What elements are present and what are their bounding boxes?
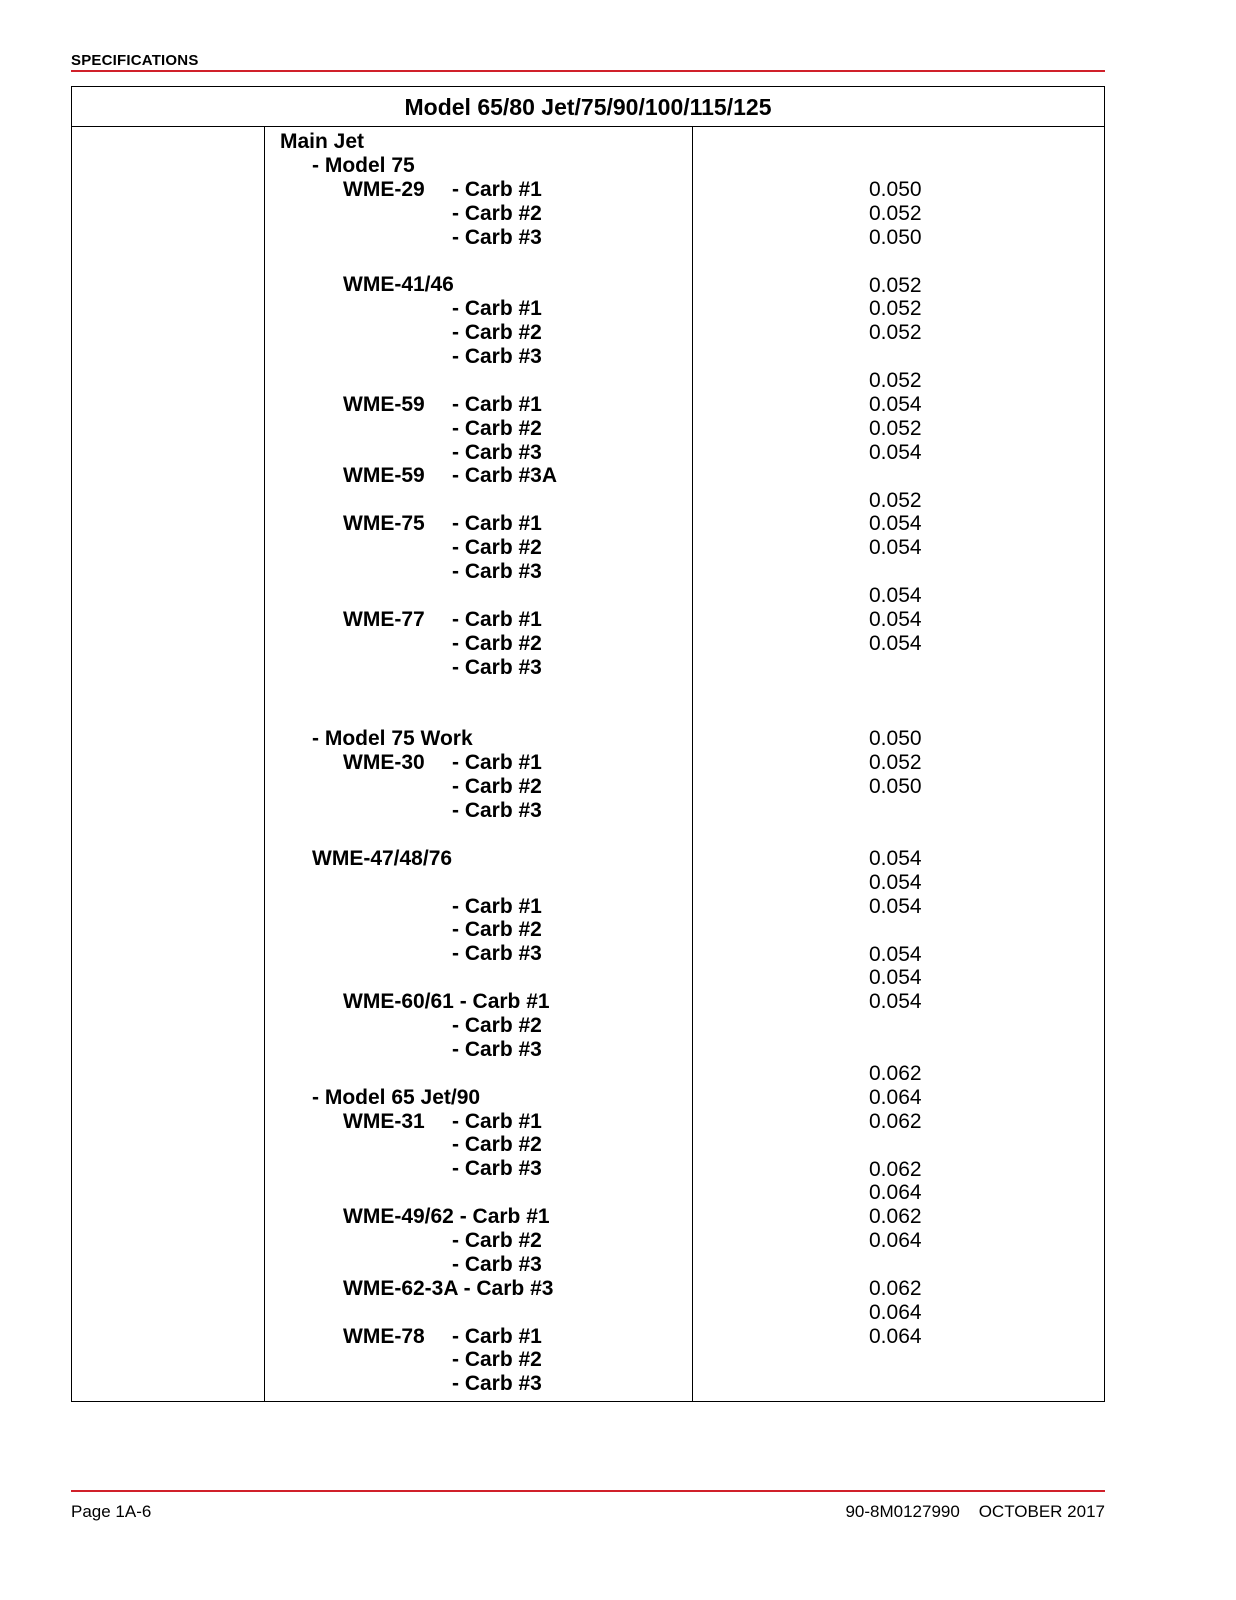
section-header: SPECIFICATIONS bbox=[71, 52, 199, 69]
spec-label-row bbox=[280, 1348, 700, 1372]
spec-label-row bbox=[280, 847, 700, 871]
spec-label-carb: - Carb #2 bbox=[452, 1133, 542, 1157]
spec-value bbox=[869, 1134, 989, 1158]
spec-label-model: WME-78 bbox=[343, 1324, 425, 1348]
spec-label-carb: - Carb #3 bbox=[452, 1252, 542, 1276]
spec-value: 0.052 bbox=[869, 416, 922, 440]
spec-labels-column bbox=[280, 130, 700, 1396]
spec-label-row bbox=[280, 464, 700, 488]
spec-value bbox=[869, 704, 989, 728]
spec-label-row bbox=[280, 942, 700, 966]
spec-label-row bbox=[280, 560, 700, 584]
spec-value: 0.054 bbox=[869, 990, 922, 1014]
spec-value: 0.052 bbox=[869, 751, 922, 775]
spec-label-row bbox=[280, 823, 700, 847]
spec-value bbox=[869, 465, 989, 489]
spec-label-model: WME-41/46 bbox=[343, 273, 454, 297]
spec-values-column bbox=[869, 178, 989, 1349]
spec-label-carb: - Carb #2 bbox=[452, 201, 542, 225]
spec-label-row bbox=[280, 751, 700, 775]
spec-label-row bbox=[280, 345, 700, 369]
spec-label-row bbox=[280, 1229, 700, 1253]
spec-value: 0.052 bbox=[869, 273, 922, 297]
spec-label-row bbox=[280, 1110, 700, 1134]
spec-label-row bbox=[280, 226, 700, 250]
spec-value: 0.064 bbox=[869, 1324, 922, 1348]
spec-label-row bbox=[280, 990, 700, 1014]
spec-label-row bbox=[280, 1038, 700, 1062]
spec-label-carb: - Carb #3 bbox=[452, 560, 542, 584]
spec-value bbox=[869, 1038, 989, 1062]
spec-label-model: WME-47/48/76 bbox=[312, 846, 453, 870]
spec-label-row bbox=[280, 441, 700, 465]
spec-label-row bbox=[280, 966, 700, 990]
spec-label-carb: - Carb #3 bbox=[452, 655, 542, 679]
spec-label-model: WME-62-3A - Carb #3 bbox=[343, 1276, 554, 1300]
spec-label-carb: - Carb #1 bbox=[452, 177, 542, 201]
spec-label-row bbox=[280, 1253, 700, 1277]
spec-label-carb: - Carb #3 bbox=[452, 1157, 542, 1181]
spec-label-carb: - Carb #1 bbox=[452, 607, 542, 631]
spec-label-carb: - Carb #1 bbox=[452, 392, 542, 416]
spec-label-carb: - Carb #1 bbox=[452, 1324, 542, 1348]
spec-value bbox=[869, 680, 989, 704]
spec-value: 0.052 bbox=[869, 321, 922, 345]
spec-label-carb: - Carb #3 bbox=[452, 440, 542, 464]
spec-label-model: WME-59 bbox=[343, 464, 425, 488]
spec-value: 0.054 bbox=[869, 870, 922, 894]
spec-value bbox=[869, 919, 989, 943]
spec-label-carb: - Carb #1 bbox=[452, 751, 542, 775]
spec-value: 0.052 bbox=[869, 201, 922, 225]
spec-value bbox=[869, 250, 989, 274]
spec-value: 0.054 bbox=[869, 966, 922, 990]
spec-value bbox=[869, 823, 989, 847]
spec-label-carb: - Carb #1 bbox=[452, 512, 542, 536]
spec-label-carb: - Carb #2 bbox=[452, 1013, 542, 1037]
spec-label-model: - Model 65 Jet/90 bbox=[312, 1085, 481, 1109]
spec-label-model: WME-75 bbox=[343, 512, 425, 536]
spec-label-model: Main Jet bbox=[280, 130, 365, 153]
spec-label-carb: - Carb #2 bbox=[452, 1228, 542, 1252]
spec-value: 0.054 bbox=[869, 512, 922, 536]
spec-label-model: WME-77 bbox=[343, 607, 425, 631]
spec-label-row bbox=[280, 703, 700, 727]
spec-value: 0.050 bbox=[869, 775, 922, 799]
spec-label-row bbox=[280, 679, 700, 703]
spec-value: 0.054 bbox=[869, 393, 922, 417]
spec-value: 0.052 bbox=[869, 297, 922, 321]
spec-value: 0.054 bbox=[869, 631, 922, 655]
spec-label-row bbox=[280, 632, 700, 656]
spec-label-row bbox=[280, 1133, 700, 1157]
spec-value bbox=[869, 560, 989, 584]
spec-label-row bbox=[280, 1181, 700, 1205]
table-title: Model 65/80 Jet/75/90/100/115/125 bbox=[72, 87, 1104, 127]
spec-value: 0.062 bbox=[869, 1109, 922, 1133]
spec-value: 0.054 bbox=[869, 846, 922, 870]
spec-label-row bbox=[280, 1157, 700, 1181]
column-divider-left bbox=[264, 127, 265, 1401]
spec-value bbox=[869, 656, 989, 680]
spec-value: 0.062 bbox=[869, 1276, 922, 1300]
spec-label-row bbox=[280, 202, 700, 226]
spec-label-carb: - Carb #2 bbox=[452, 918, 542, 942]
spec-value: 0.054 bbox=[869, 894, 922, 918]
spec-value bbox=[869, 799, 989, 823]
spec-label-carb: - Carb #3 bbox=[452, 1037, 542, 1061]
spec-value bbox=[869, 1014, 989, 1038]
spec-label-carb: - Carb #2 bbox=[452, 416, 542, 440]
spec-label-row bbox=[280, 1372, 700, 1396]
spec-label-row bbox=[280, 536, 700, 560]
spec-label-carb: - Carb #2 bbox=[452, 775, 542, 799]
spec-label-carb: - Carb #3 bbox=[452, 942, 542, 966]
spec-label-carb: - Carb #3 bbox=[452, 798, 542, 822]
spec-label-row bbox=[280, 273, 700, 297]
spec-label-carb: - Carb #2 bbox=[452, 631, 542, 655]
spec-label-row bbox=[280, 1277, 700, 1301]
spec-value: 0.062 bbox=[869, 1061, 922, 1085]
spec-label-carb: - Carb #1 bbox=[452, 1109, 542, 1133]
spec-value: 0.054 bbox=[869, 584, 922, 608]
spec-label-row bbox=[280, 1014, 700, 1038]
spec-label-model: WME-30 bbox=[343, 751, 425, 775]
spec-value: 0.050 bbox=[869, 225, 922, 249]
spec-value: 0.064 bbox=[869, 1300, 922, 1324]
spec-label-model: - Model 75 bbox=[312, 153, 415, 177]
spec-value: 0.064 bbox=[869, 1229, 922, 1253]
spec-label-row bbox=[280, 488, 700, 512]
spec-value: 0.054 bbox=[869, 942, 922, 966]
spec-label-carb: - Carb #2 bbox=[452, 321, 542, 345]
spec-label-model: - Model 75 Work bbox=[312, 727, 473, 751]
spec-value bbox=[869, 1253, 989, 1277]
document-id: 90-8M0127990 OCTOBER 2017 bbox=[845, 1502, 1105, 1521]
spec-label-row bbox=[280, 369, 700, 393]
spec-label-model: WME-49/62 - Carb #1 bbox=[343, 1205, 550, 1229]
spec-value: 0.054 bbox=[869, 608, 922, 632]
spec-value: 0.054 bbox=[869, 440, 922, 464]
spec-value: 0.064 bbox=[869, 1085, 922, 1109]
spec-label-row bbox=[280, 1301, 700, 1325]
spec-value bbox=[869, 345, 989, 369]
spec-label-model: WME-59 bbox=[343, 392, 425, 416]
spec-label-row bbox=[280, 130, 700, 154]
spec-label-row bbox=[280, 417, 700, 441]
spec-label-row bbox=[280, 656, 700, 680]
spec-label-row bbox=[280, 1325, 700, 1349]
spec-label-carb: - Carb #2 bbox=[452, 1348, 542, 1372]
spec-label-row bbox=[280, 775, 700, 799]
spec-label-row bbox=[280, 871, 700, 895]
spec-label-carb: - Carb #3 bbox=[452, 225, 542, 249]
spec-label-row bbox=[280, 321, 700, 345]
spec-label-row bbox=[280, 249, 700, 273]
spec-value: 0.062 bbox=[869, 1205, 922, 1229]
spec-value: 0.052 bbox=[869, 369, 922, 393]
spec-value: 0.052 bbox=[869, 488, 922, 512]
spec-value: 0.062 bbox=[869, 1157, 922, 1181]
spec-value: 0.050 bbox=[869, 727, 922, 751]
spec-label-row bbox=[280, 1062, 700, 1086]
spec-label-carb: - Carb #3A bbox=[452, 464, 558, 488]
spec-label-model: WME-29 bbox=[343, 177, 425, 201]
spec-label-row bbox=[280, 1205, 700, 1229]
spec-label-row bbox=[280, 799, 700, 823]
spec-label-carb: - Carb #1 bbox=[452, 297, 542, 321]
spec-label-row bbox=[280, 608, 700, 632]
spec-label-row bbox=[280, 297, 700, 321]
spec-label-carb: - Carb #3 bbox=[452, 1372, 542, 1396]
spec-label-row bbox=[280, 727, 700, 751]
spec-label-model: WME-60/61 - Carb #1 bbox=[343, 990, 550, 1014]
spec-label-row bbox=[280, 512, 700, 536]
page-number: Page 1A-6 bbox=[71, 1502, 152, 1521]
spec-label-model: WME-31 bbox=[343, 1109, 425, 1133]
spec-label-carb: - Carb #3 bbox=[452, 345, 542, 369]
spec-label-row bbox=[280, 584, 700, 608]
footer-rule bbox=[71, 1490, 1105, 1492]
spec-label-row bbox=[280, 178, 700, 202]
spec-label-carb: - Carb #1 bbox=[452, 894, 542, 918]
spec-label-row bbox=[280, 1086, 700, 1110]
spec-label-row bbox=[280, 895, 700, 919]
spec-label-row bbox=[280, 918, 700, 942]
spec-value: 0.054 bbox=[869, 536, 922, 560]
header-rule bbox=[71, 70, 1105, 72]
spec-label-row bbox=[280, 154, 700, 178]
spec-value: 0.050 bbox=[869, 178, 922, 201]
spec-label-carb: - Carb #2 bbox=[452, 536, 542, 560]
spec-label-row bbox=[280, 393, 700, 417]
spec-value: 0.064 bbox=[869, 1181, 922, 1205]
